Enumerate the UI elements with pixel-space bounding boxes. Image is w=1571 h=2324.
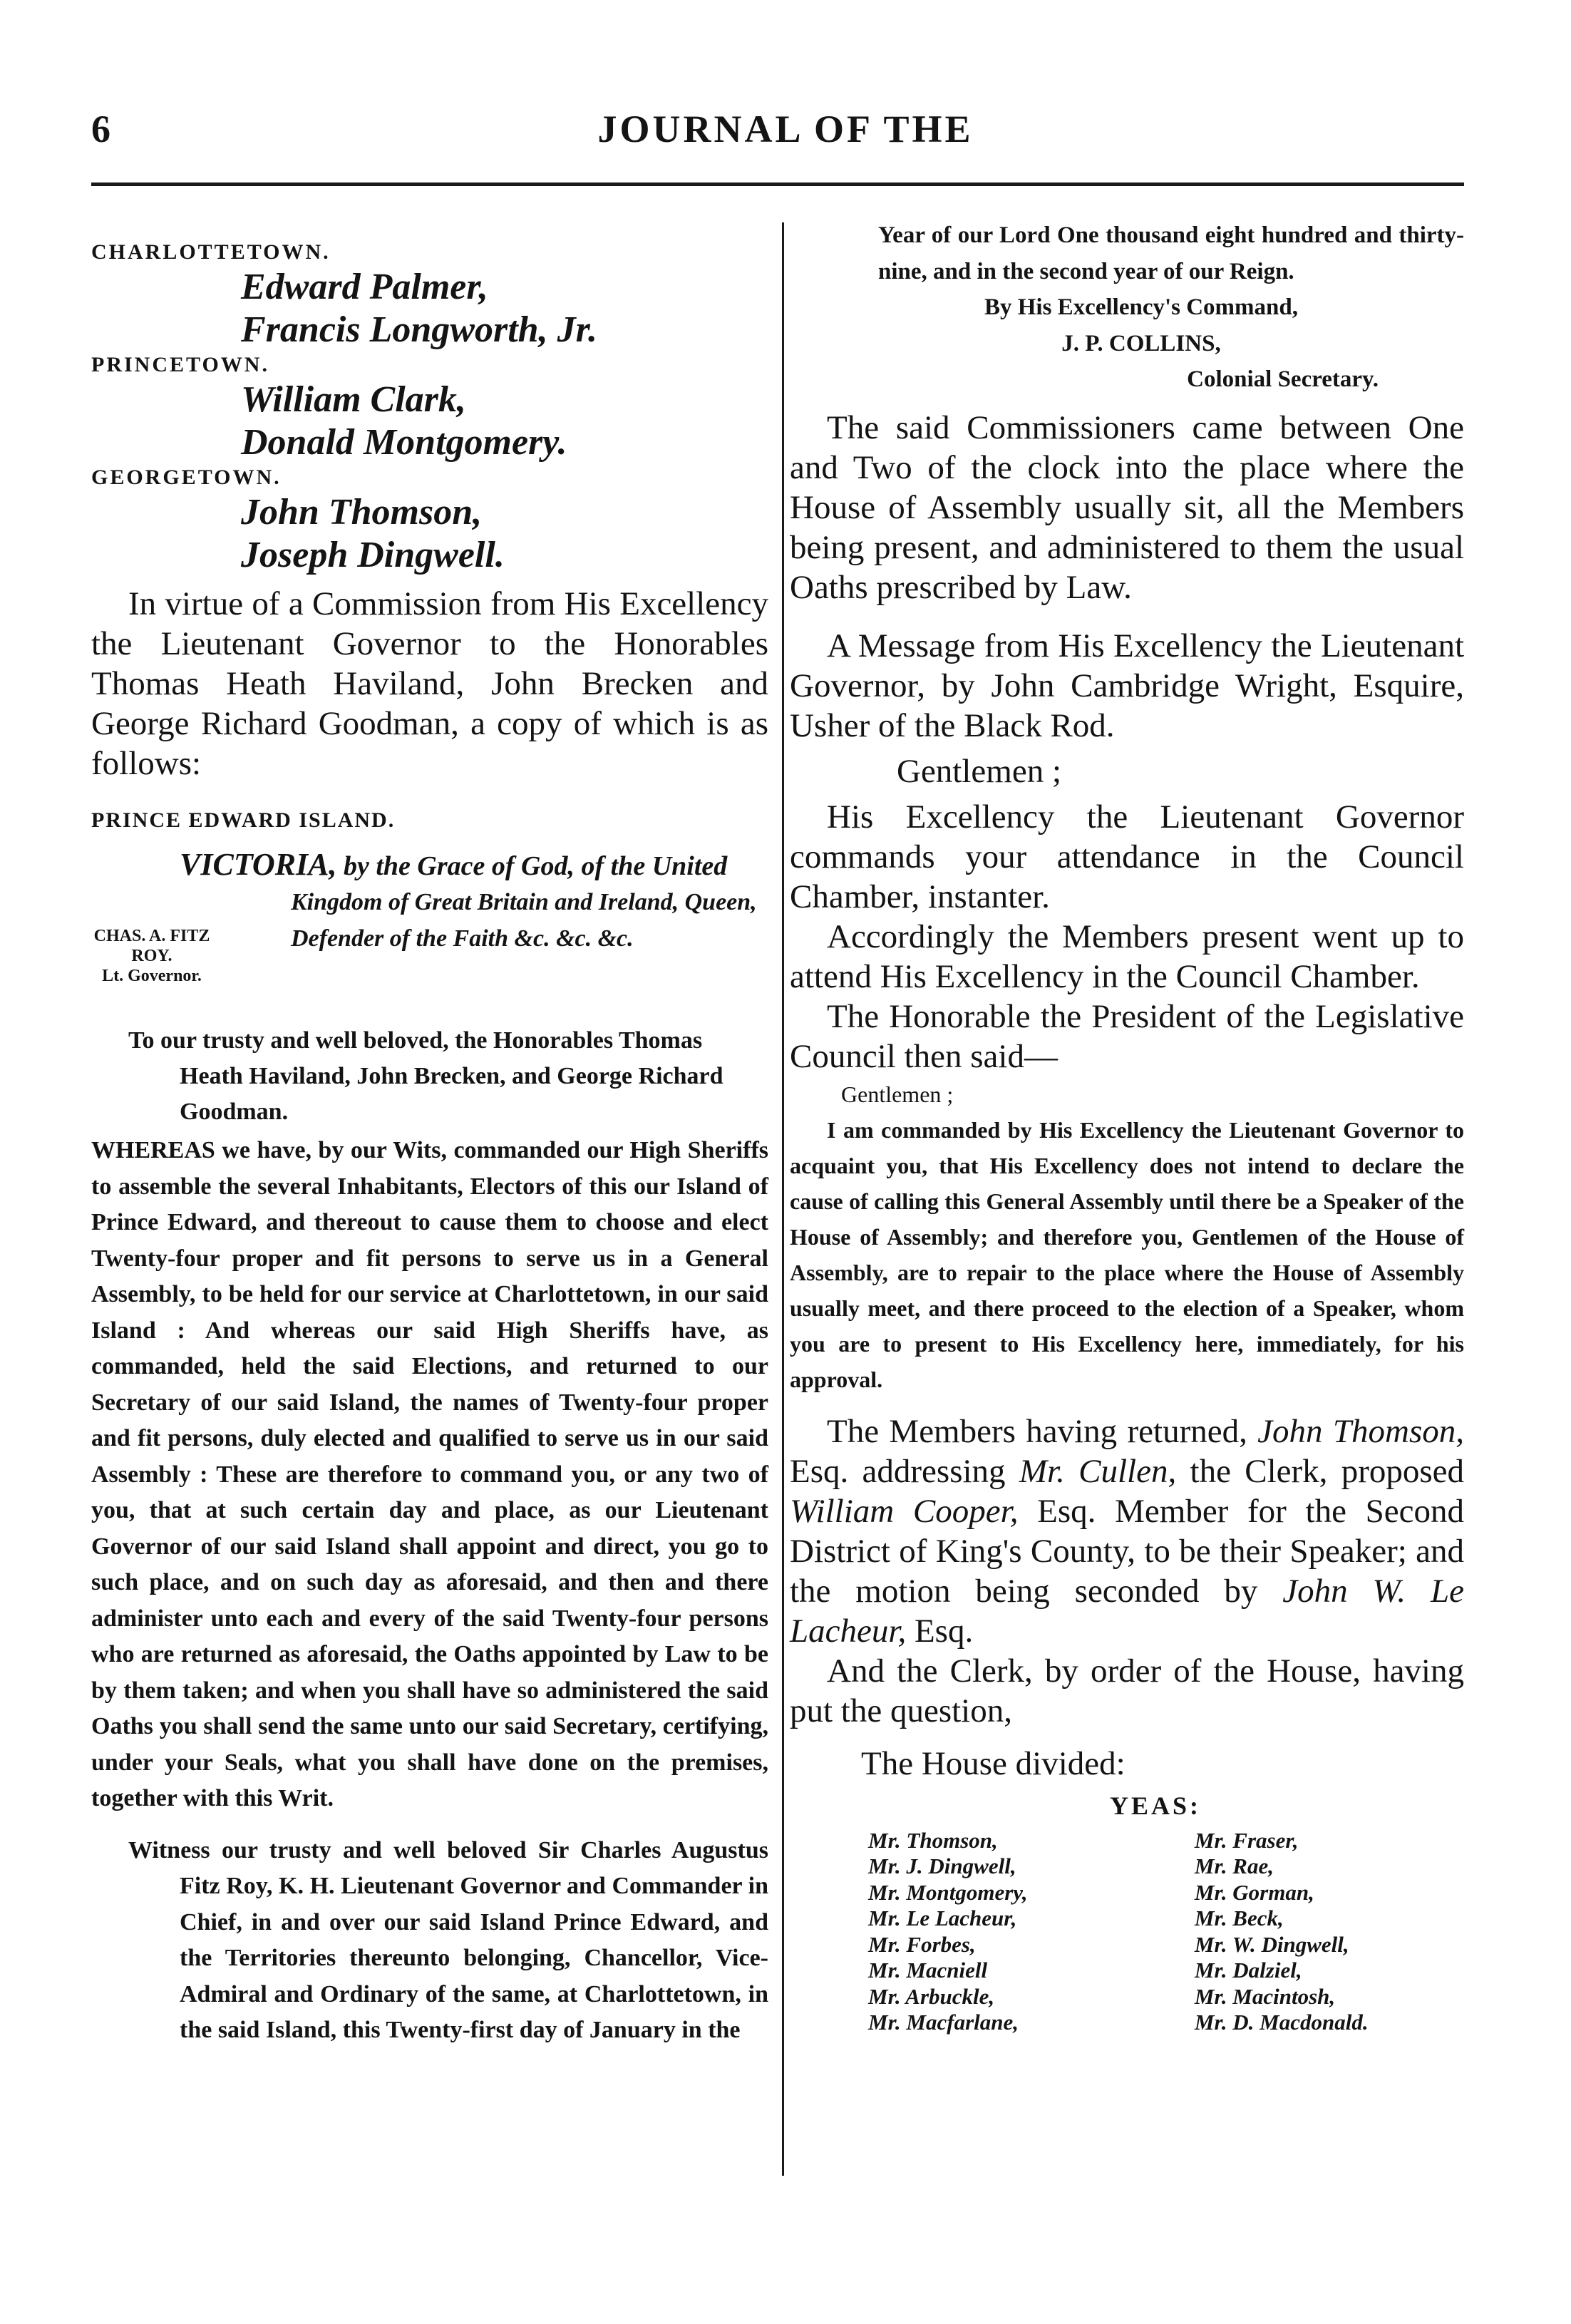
person-name: John Thomson, xyxy=(1257,1412,1464,1450)
commanded-paragraph: I am commanded by His Excellency the Lieutenant Governor to acquaint you, that His Excellency does not intend to declare the cause of calling this General Assembly until there be a Speaker of the House of Assembly; and therefore you, Gentlemen of the House of Assembly, are to repair to the place where the House of Assembly usually meet, and there proceed to the election of a Speaker, whom you are to present to His Excellency here, immediately, for his approval. xyxy=(790,1116,1464,1392)
governor-signature xyxy=(91,926,212,986)
member-name: John Thomson, xyxy=(241,492,483,533)
proclamation-grace: by the Grace of God, of the United xyxy=(344,851,728,881)
commission-intro: In virtue of a Commission from His Excellency the Lieutenant Governor to the Honorables Thomas Heath Haviland, John Brecken and George Richard Goodman, a copy of which is as follows: xyxy=(91,585,768,782)
column-divider xyxy=(782,222,784,2176)
member-name: Joseph Dingwell. xyxy=(241,535,505,575)
person-name: Mr. Cullen, xyxy=(1019,1452,1177,1490)
yea-member: Mr. Thomson, xyxy=(868,1827,998,1853)
members-returned-paragraph xyxy=(790,1412,1464,1651)
header-rule xyxy=(91,182,1464,186)
gentlemen-salutation: Gentlemen ; xyxy=(897,752,1062,790)
by-command-line: By His Excellency's Command, xyxy=(984,294,1298,320)
witness-paragraph: Witness our trusty and well beloved Sir Charles Augustus Fitz Roy, K. H. Lieutenant Governor and Commander in Chief, in and over our said Island Prince Edward, and the Territories thereunto belonging, Chancellor, Vice-Admiral and Ordinary of the same, at Charlottetown, in the said Island, this Twenty-first day of January in the xyxy=(128,1836,768,2043)
house-divided: The House divided: xyxy=(861,1744,1126,1782)
yeas-list xyxy=(790,1828,1464,2036)
text-run: Esq. xyxy=(906,1612,974,1650)
clerk-paragraph: And the Clerk, by order of the House, having put the question, xyxy=(790,1652,1464,1729)
pei-heading: PRINCE EDWARD ISLAND. xyxy=(91,808,396,832)
place-heading: PRINCETOWN. xyxy=(91,353,269,376)
yea-member: Mr. Beck, xyxy=(1194,1906,1284,1930)
commissioners-paragraph: The said Commissioners came between One and Two of the clock into the place where the House of Assembly usually sit, all the Members being present, and administered to them the usual Oaths prescribed by Law. xyxy=(790,408,1464,606)
yeas-heading: YEAS: xyxy=(1109,1791,1202,1820)
yea-member: Mr. Arbuckle, xyxy=(868,1983,995,2009)
running-title: JOURNAL OF THE xyxy=(597,108,974,150)
witness-continued: Year of our Lord One thousand eight hundred and thirty-nine, and in the second year of our Reign. xyxy=(878,222,1464,284)
yea-member: Mr. D. Macdonald. xyxy=(1194,2010,1369,2035)
signature-title: Lt. Governor. xyxy=(102,967,202,985)
proclamation-line1 xyxy=(180,846,768,885)
yea-member: Mr. Macintosh, xyxy=(1194,1983,1336,2009)
text-run: Esq. Member for the Second District of King's County, to be their Speaker; and the motion being seconded by xyxy=(790,1492,1464,1610)
text-run: the Clerk, proposed xyxy=(1176,1452,1464,1490)
constituency-block xyxy=(91,464,768,577)
president-paragraph: The Honorable the President of the Legislative Council then said— xyxy=(790,997,1464,1075)
constituency-block xyxy=(91,351,768,464)
member-name: William Clark, xyxy=(241,379,466,420)
yeas-column-2 xyxy=(1173,1828,1464,2036)
yea-member: Mr. Macniell xyxy=(868,1958,988,1983)
yea-member: Mr. Rae, xyxy=(1194,1853,1274,1878)
secretary-name: J. P. COLLINS, xyxy=(1061,330,1221,356)
addressee-paragraph: To our trusty and well beloved, the Honorables Thomas Heath Haviland, John Brecken, and George Richard Goodman. xyxy=(128,1027,723,1125)
message-paragraph: A Message from His Excellency the Lieutenant Governor, by John Cambridge Wright, Esquire, Usher of the Black Rod. xyxy=(790,627,1464,744)
signature-name: CHAS. A. FITZ ROY. xyxy=(93,927,210,965)
gentlemen-salutation: Gentlemen ; xyxy=(841,1081,954,1107)
victoria-name: VICTORIA, xyxy=(180,847,337,882)
yea-member: Mr. J. Dingwell, xyxy=(868,1853,1016,1878)
commands-paragraph: His Excellency the Lieutenant Governor commands your attendance in the Council Chamber, instanter. xyxy=(790,798,1464,915)
proclamation-heading xyxy=(91,846,768,1023)
person-name: William Cooper, xyxy=(790,1492,1019,1530)
yea-member: Mr. Macfarlane, xyxy=(868,2010,1019,2035)
yea-member: Mr. Gorman, xyxy=(1194,1879,1314,1905)
proclamation-line2: Kingdom of Great Britain and Ireland, Queen, Defender of the Faith &c. &c. &c. xyxy=(291,889,757,952)
left-column xyxy=(91,239,768,2049)
text-run: Esq. addressing xyxy=(790,1452,1019,1490)
member-name: Edward Palmer, xyxy=(241,267,488,307)
text-run: The Members having returned, xyxy=(827,1412,1258,1450)
place-heading: CHARLOTTETOWN. xyxy=(91,240,331,264)
person-name: John W. Le Lacheur, xyxy=(790,1572,1465,1650)
yeas-column-1 xyxy=(790,1828,1173,2036)
yea-member: Mr. Fraser, xyxy=(1194,1827,1299,1853)
place-heading: GEORGETOWN. xyxy=(91,466,282,489)
yea-member: Mr. Montgomery, xyxy=(868,1879,1028,1905)
constituency-block xyxy=(91,239,768,351)
yea-member: Mr. Dalziel, xyxy=(1194,1958,1302,1983)
member-name: Donald Montgomery. xyxy=(241,422,567,463)
right-column xyxy=(790,217,1464,2036)
yea-member: Mr. Le Lacheur, xyxy=(868,1906,1017,1930)
member-name: Francis Longworth, Jr. xyxy=(241,309,597,350)
accordingly-paragraph: Accordingly the Members present went up to attend His Excellency in the Council Chamber. xyxy=(790,917,1464,995)
secretary-title: Colonial Secretary. xyxy=(1187,366,1379,392)
yea-member: Mr. Forbes, xyxy=(868,1931,976,1957)
page-number: 6 xyxy=(91,108,110,150)
whereas-paragraph: WHEREAS we have, by our Wits, commanded our High Sheriffs to assemble the several Inhabitants, Electors of this our Island of Prince Edward, and thereout to cause them to choose and elect Twenty-four proper and fit persons to serve us in a General Assembly, to be held for our service at Charlottetown, in our said Island : And whereas our said High Sheriffs have, as commanded, held the said Elections, and returned to our Secretary of our said Island, the names of Twenty-four proper and fit persons, duly elected and qualified to serve us in our said Assembly : These are therefore to command you, or any two of you, that at such certain day and place, as our Lieutenant Governor of our said Island shall appoint and direct, you go to such place, and on such day as aforesaid, and then and there administer unto each and every of the said Twenty-four persons who are returned as aforesaid, the Oaths appointed by Law to be by them taken; and when you shall have so administered the said Oaths you shall send the same unto our said Secretary, certifying, under your Seals, what you shall have done on the premises, together with this Writ. xyxy=(91,1137,768,1811)
yea-member: Mr. W. Dingwell, xyxy=(1194,1931,1349,1957)
